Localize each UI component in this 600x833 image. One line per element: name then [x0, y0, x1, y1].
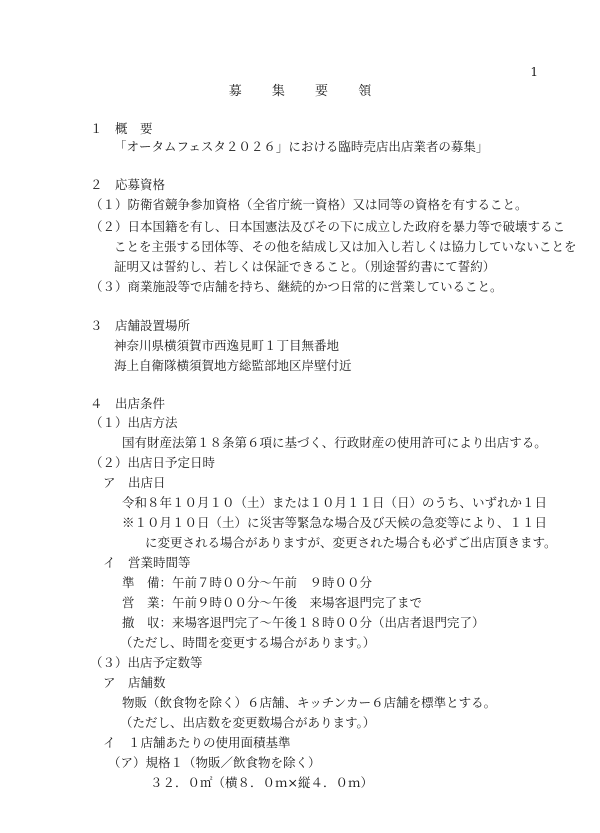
shops-heading: ア 店舗数	[103, 675, 166, 690]
area-spec-1-size: ３２．０㎡（横８．０ｍ×縦４．０ｍ）	[150, 775, 373, 790]
section-4-sub-1: （１）出店方法	[90, 415, 178, 430]
item-b-heading: イ 営業時間等	[103, 555, 191, 570]
item-a-body: 令和８年１０月１０（土）または１０月１１日（日）のうち、いずれか１日	[122, 495, 548, 510]
area-heading: イ １店舗あたりの使用面積基準	[103, 735, 291, 750]
section-2-item-1: （１）防衛省競争参加資格（全省庁統一資格）又は同等の資格を有すること。	[90, 197, 528, 212]
section-2-item-3: （３）商業施設等で店舗を持ち、継続的かつ日常的に営業していること。	[90, 279, 503, 294]
section-2-item-2-cont-2: 証明又は誓約し、若しくは保証できること。（別途誓約書にて誓約）	[114, 259, 496, 274]
section-2-item-2: （２）日本国籍を有し、日本国憲法及びその下に成立した政府を暴力等で破壊するこ	[90, 219, 566, 234]
section-3-address: 神奈川県横須賀市西逸見町１丁目無番地	[114, 338, 340, 353]
time-prep: 準 備：午前７時００分～午前 ９時００分	[122, 575, 373, 590]
area-spec-1: （ア）規格１（物販／飲食物を除く）	[108, 755, 321, 770]
item-a-note: ※１０月１０日（土）に災害等緊急な場合及び天候の急変等により、１１日	[122, 515, 548, 530]
document-title: 募 集 要 領	[228, 84, 385, 99]
section-4-sub-2: （２）出店日予定日時	[90, 455, 216, 470]
section-4-sub-1-body: 国有財産法第１８条第６項に基づく、行政財産の使用許可により出店する。	[122, 435, 547, 450]
item-a-note-cont: に変更される場合がありますが、変更された場合も必ずご出店頂きます。	[145, 535, 557, 550]
item-a-heading: ア 出店日	[103, 475, 166, 490]
shops-body: 物販（飲食物を除く）６店舗、キッチンカー６店舗を標準とする。	[122, 695, 497, 710]
shops-note: （ただし、出店数を変更数場合があります。）	[120, 715, 376, 730]
time-note: （ただし、時間を変更する場合があります。）	[120, 635, 376, 650]
section-4-sub-3: （３）出店予定数等	[90, 655, 203, 670]
section-4-heading: ４ 出店条件	[90, 396, 166, 411]
section-1-heading: １ 概 要	[90, 121, 153, 136]
time-business: 営 業：午前９時００分～午後 来場客退門完了まで	[122, 595, 423, 610]
page-number: 1	[530, 65, 538, 79]
section-3-heading: ３ 店舗設置場所	[90, 318, 191, 333]
section-2-item-2-cont-1: ことを主張する団体等、その他を結成し又は加入し若しくは協力していないことを	[114, 239, 577, 254]
section-3-location: 海上自衛隊横須賀地方総監部地区岸壁付近	[114, 358, 352, 373]
section-1-body: 「オータムフェスタ２０２６」における臨時売店出店業者の募集」	[114, 139, 489, 154]
time-cleanup: 撤 収：来場客退門完了～午後１８時００分（出店者退門完了）	[122, 615, 485, 630]
section-2-heading: ２ 応募資格	[90, 177, 166, 192]
